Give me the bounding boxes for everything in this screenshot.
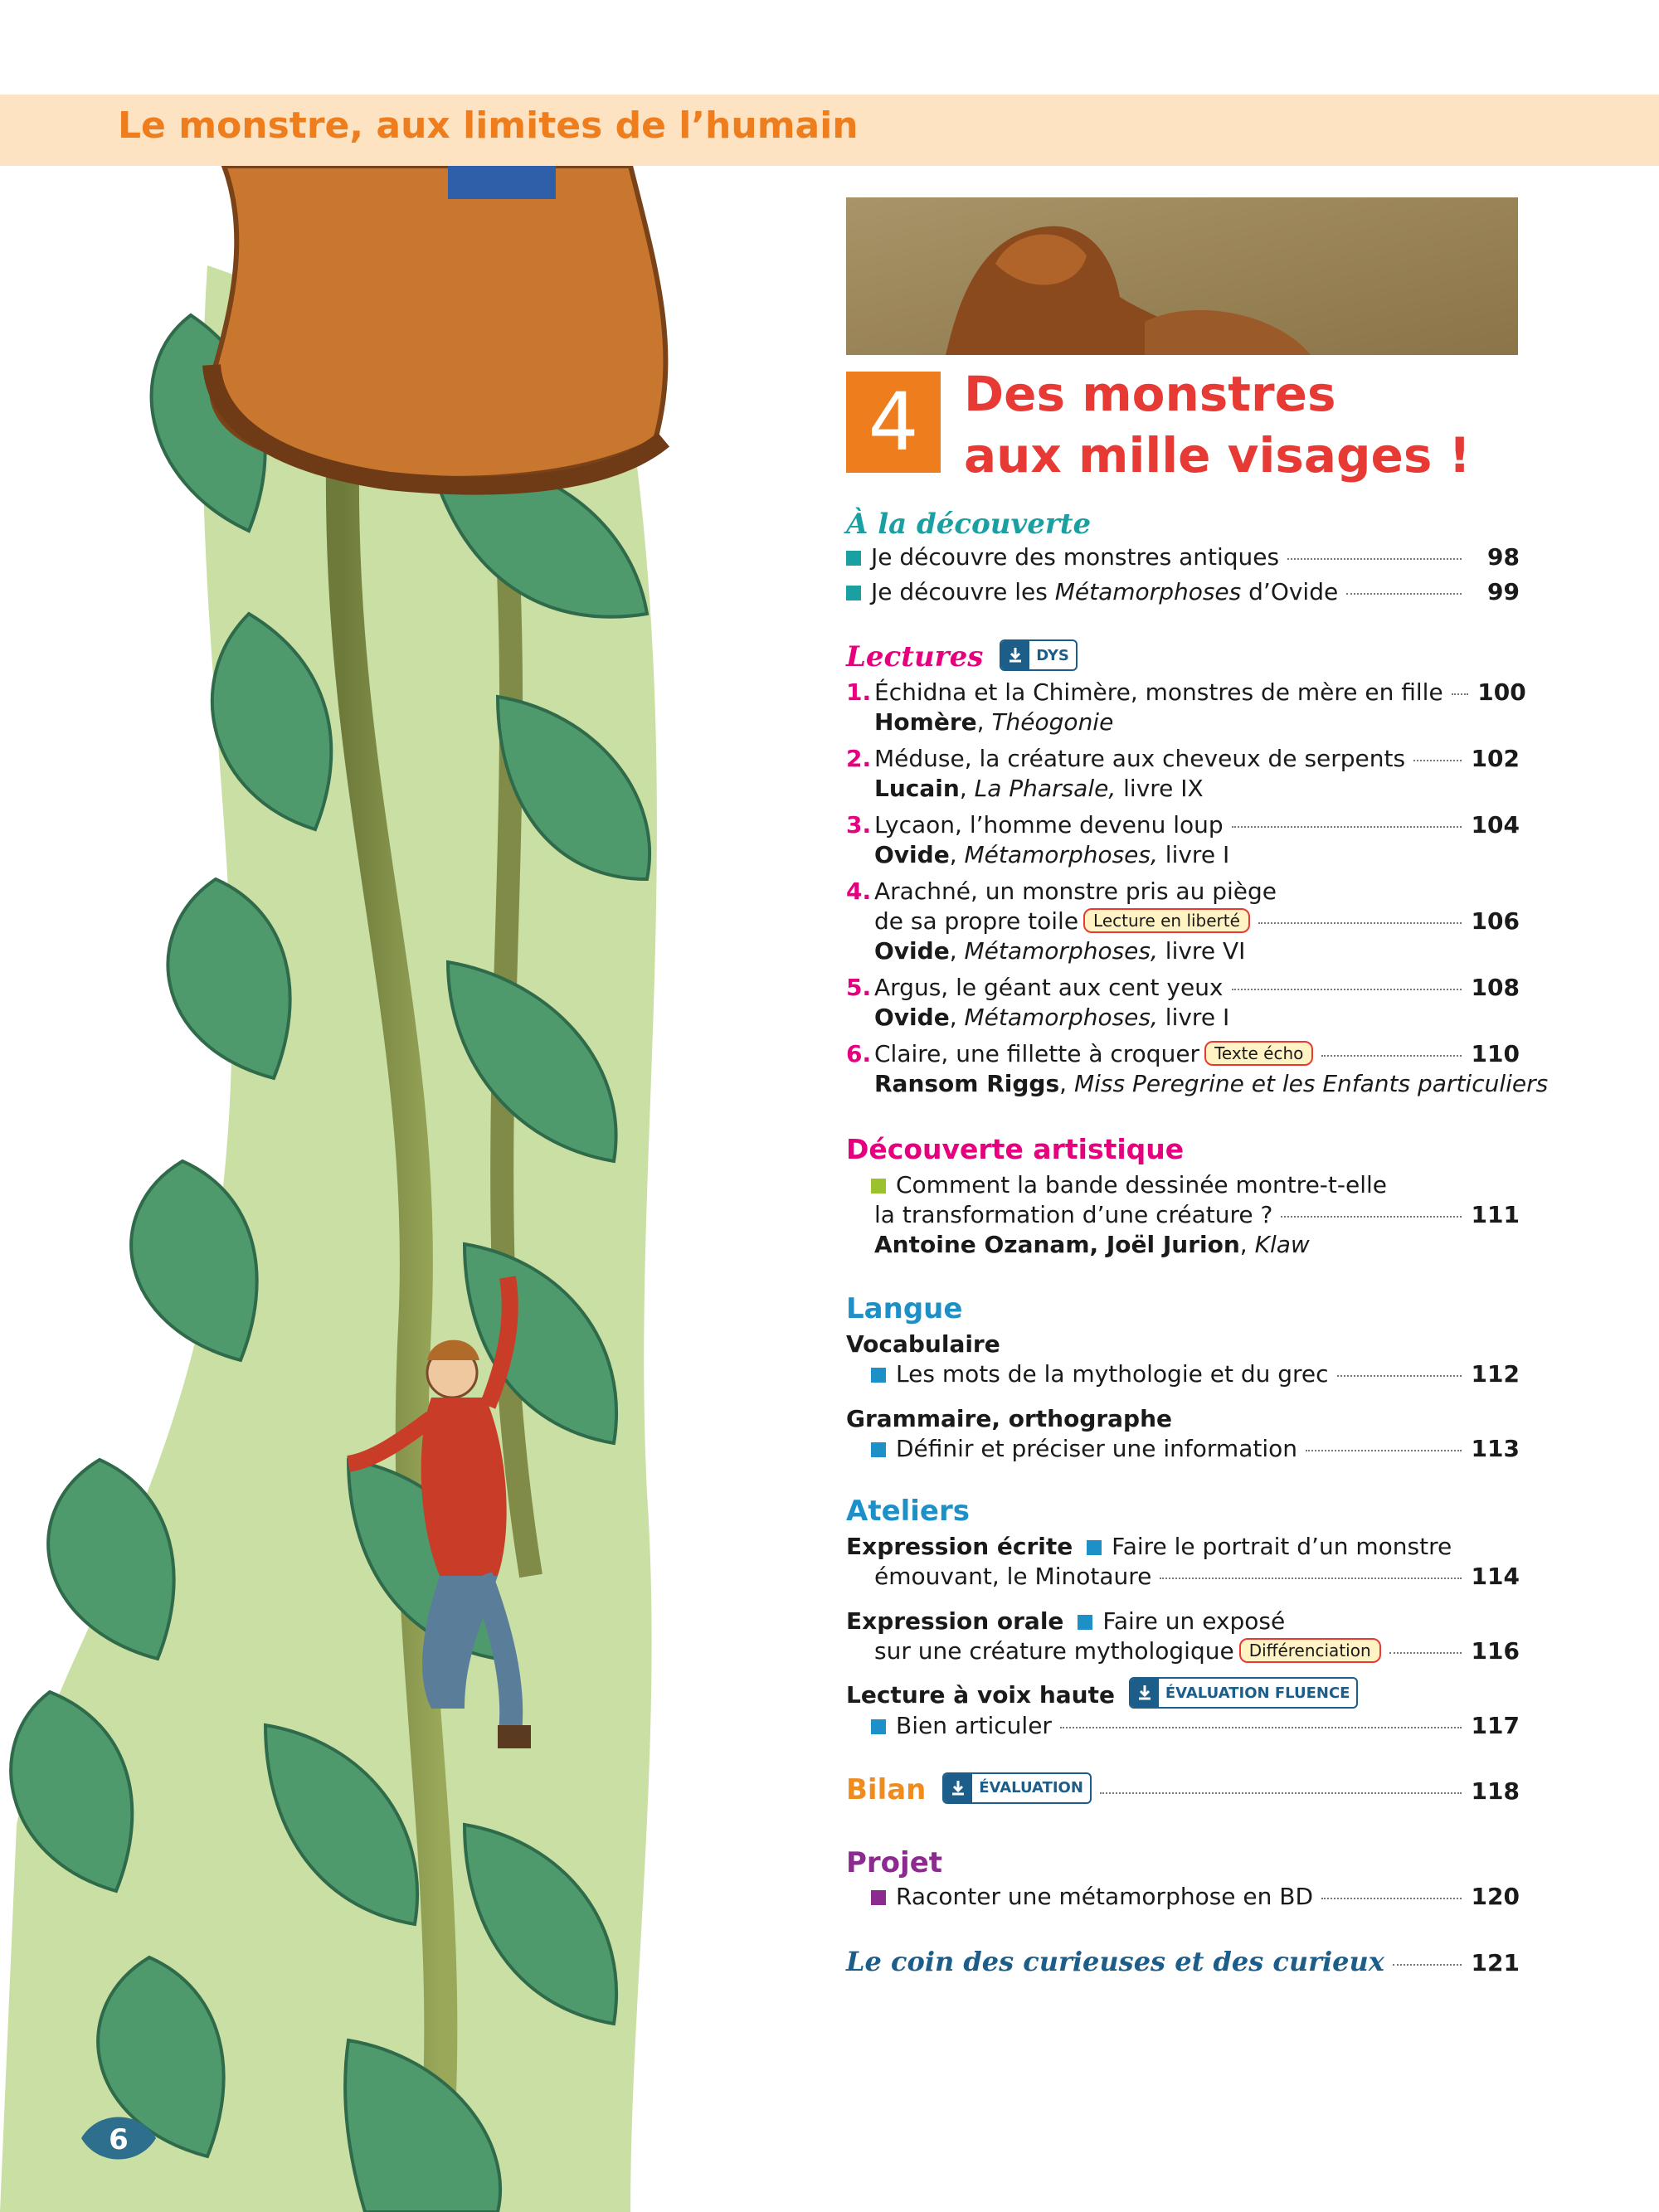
- toc-entry[interactable]: émouvant, le Minotaure 114: [874, 1563, 1520, 1590]
- toc-source: Antoine Ozanam, Joël Jurion, Klaw: [874, 1231, 1310, 1258]
- lecture-en-liberte-badge: Lecture en liberté: [1083, 908, 1250, 933]
- toc-entry[interactable]: Raconter une métamorphose en BD 120: [871, 1883, 1520, 1914]
- sub-heading-vocabulaire: Vocabulaire: [846, 1330, 1000, 1358]
- chapter-title-line-1: Des monstres: [964, 366, 1336, 422]
- page-number: 6: [109, 2123, 129, 2156]
- heading-langue: Langue: [846, 1292, 963, 1325]
- sub-heading-grammaire: Grammaire, orthographe: [846, 1405, 1173, 1432]
- bullet-square-icon: [1078, 1615, 1092, 1630]
- bullet-square-icon: [871, 1719, 886, 1734]
- chapter-number: 4: [846, 372, 941, 473]
- chapter-banner-image: [846, 197, 1518, 355]
- evaluation-tag[interactable]: ÉVALUATION: [942, 1772, 1092, 1804]
- toc-entry[interactable]: 3. Lycaon, l’homme devenu loup 104: [846, 811, 1520, 839]
- bullet-square-icon: [871, 1442, 886, 1457]
- bullet-square-icon: [871, 1368, 886, 1383]
- download-icon: [944, 1774, 972, 1802]
- toc-entry-title: Expression orale Faire un exposé: [846, 1607, 1286, 1635]
- toc-entry-title: Expression écrite Faire le portrait d’un monstre: [846, 1533, 1452, 1560]
- toc-entry-bilan[interactable]: Bilan ÉVALUATION 118: [846, 1773, 1520, 1806]
- differenciation-badge: Différenciation: [1239, 1638, 1381, 1663]
- toc-entry[interactable]: de sa propre toile Lecture en liberté 106: [874, 907, 1520, 935]
- toc-source: Ransom Riggs, Miss Peregrine et les Enfants particuliers: [874, 1070, 1549, 1097]
- heading-lectures: Lectures DYS: [846, 640, 1078, 674]
- heading-artistique: Découverte artistique: [846, 1133, 1185, 1165]
- beanstalk-illustration: [0, 166, 830, 2212]
- toc-entry[interactable]: 1. Échidna et la Chimère, monstres de mère en fille 100: [846, 678, 1526, 706]
- toc-entry[interactable]: Les mots de la mythologie et du grec 112: [871, 1360, 1520, 1392]
- chapter-title: [964, 363, 1528, 486]
- bullet-square-icon: [1087, 1540, 1102, 1555]
- toc-entry-title: 4. Arachné, un monstre pris au piège: [846, 878, 1277, 905]
- toc-entry-coin[interactable]: Le coin des curieuses et des curieux 121: [846, 1946, 1520, 1977]
- toc-entry[interactable]: 5. Argus, le géant aux cent yeux 108: [846, 974, 1520, 1001]
- bullet-square-icon: [871, 1179, 886, 1194]
- toc-entry[interactable]: Définir et préciser une information 113: [871, 1435, 1520, 1466]
- toc-entry[interactable]: Je découvre des monstres antiques 98: [846, 543, 1520, 575]
- download-icon: [1131, 1679, 1159, 1707]
- toc-source: Ovide, Métamorphoses, livre VI: [874, 937, 1246, 965]
- evaluation-fluence-tag[interactable]: ÉVALUATION FLUENCE: [1129, 1677, 1359, 1709]
- toc-source: Homère, Théogonie: [874, 708, 1114, 736]
- toc-entry[interactable]: la transformation d’une créature ? 111: [874, 1201, 1520, 1228]
- heading-ateliers: Ateliers: [846, 1495, 970, 1528]
- bullet-square-icon: [846, 551, 861, 566]
- heading-projet: Projet: [846, 1846, 943, 1879]
- bullet-square-icon: [846, 586, 861, 600]
- download-icon: [1001, 641, 1029, 669]
- texte-echo-badge: Texte écho: [1204, 1041, 1313, 1066]
- section-title: Le monstre, aux limites de l’humain: [118, 105, 859, 147]
- toc-entry[interactable]: 6. Claire, une fillette à croquer Texte écho 110: [846, 1040, 1520, 1067]
- toc-entry[interactable]: Bien articuler 117: [871, 1712, 1520, 1743]
- heading-decouverte: À la découverte: [846, 508, 1092, 541]
- chapter-title-line-2: aux mille visages !: [964, 427, 1472, 484]
- toc-source: Lucain, La Pharsale, livre IX: [874, 775, 1204, 802]
- dys-tag[interactable]: DYS: [1000, 639, 1078, 671]
- toc-entry[interactable]: sur une créature mythologique Différenciation 116: [874, 1637, 1520, 1665]
- toc-entry-title: Lecture à voix haute ÉVALUATION FLUENCE: [846, 1680, 1358, 1712]
- toc-entry[interactable]: Je découvre les Métamorphoses d’Ovide 99: [846, 578, 1520, 610]
- toc-entry-title: Comment la bande dessinée montre-t-elle: [871, 1171, 1387, 1198]
- toc-entry[interactable]: 2. Méduse, la créature aux cheveux de serpents 102: [846, 745, 1520, 772]
- bullet-square-icon: [871, 1890, 886, 1905]
- toc-source: Ovide, Métamorphoses, livre I: [874, 1004, 1230, 1031]
- toc-source: Ovide, Métamorphoses, livre I: [874, 841, 1230, 868]
